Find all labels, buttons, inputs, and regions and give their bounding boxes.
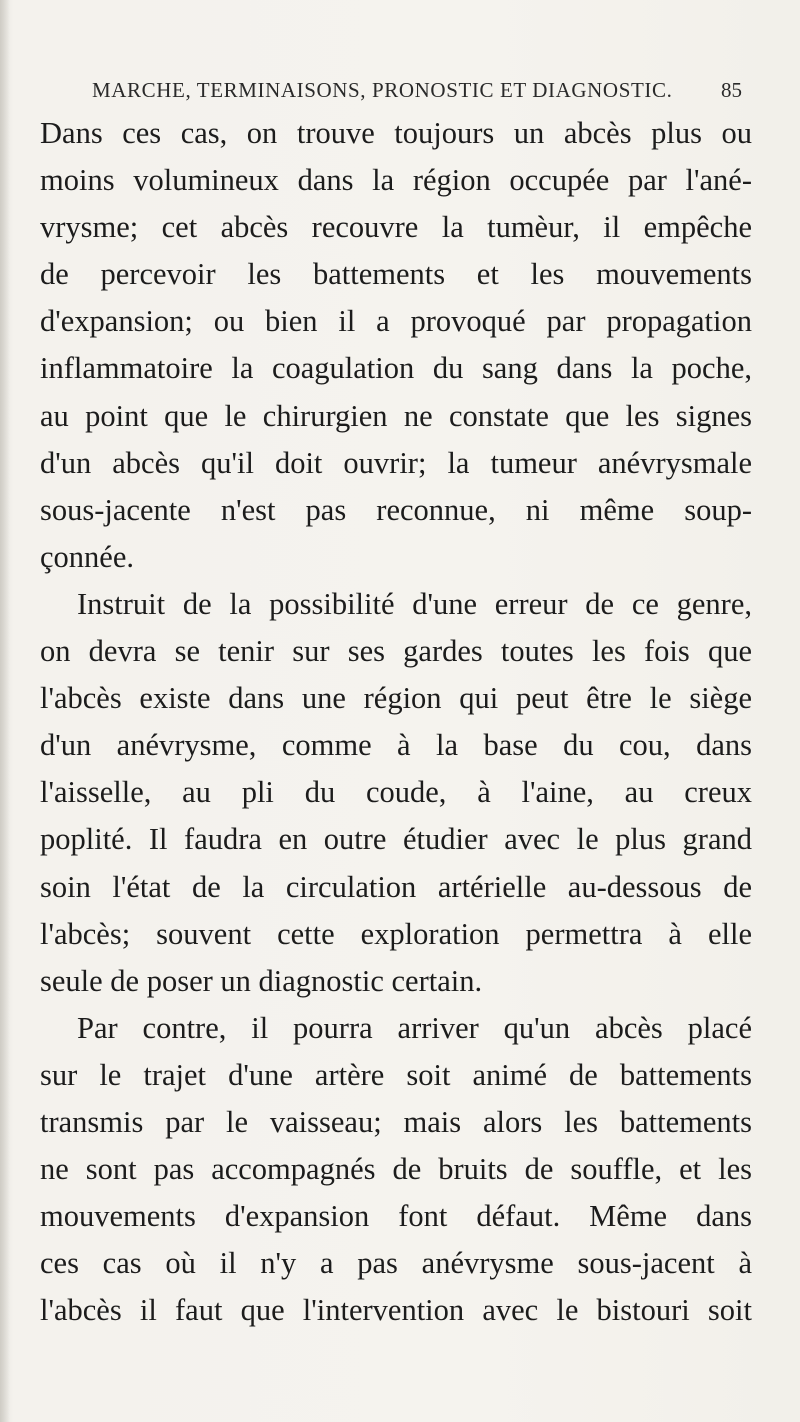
text-line: transmis par le vaisseau; mais alors les battements xyxy=(40,1104,752,1139)
text-line: Instruit de la possibilité d'une erreur de ce genre, xyxy=(77,586,752,621)
page-number: 85 xyxy=(721,78,742,102)
text-line: au point que le chirurgien ne constate que les signes xyxy=(40,398,752,433)
text-line: sur le trajet d'une artère soit animé de battements xyxy=(40,1057,752,1092)
text-line: moins volumineux dans la région occupée par l'ané- xyxy=(40,163,752,198)
text-line: seule de poser un diagnostic certain. xyxy=(40,963,483,998)
body-text xyxy=(40,110,752,1334)
running-head xyxy=(92,78,742,103)
running-head-title: MARCHE, TERMINAISONS, PRONOSTIC ET DIAGNOSTIC. xyxy=(92,78,673,102)
text-line: l'abcès existe dans une région qui peut être le siège xyxy=(40,681,752,716)
text-line: de percevoir les battements et les mouvements xyxy=(40,257,752,292)
text-line: mouvements d'expansion font défaut. Même dans xyxy=(40,1199,752,1234)
text-line: on devra se tenir sur ses gardes toutes les fois que xyxy=(40,634,752,669)
text-line: poplité. Il faudra en outre étudier avec le plus grand xyxy=(40,822,752,857)
binding-shadow xyxy=(0,0,10,1422)
text-line: d'un anévrysme, comme à la base du cou, dans xyxy=(40,728,752,763)
text-line: inflammatoire la coagulation du sang dans la poche, xyxy=(40,351,752,386)
text-line: çonnée. xyxy=(40,539,134,574)
text-line: vrysme; cet abcès recouvre la tumèur, il empêche xyxy=(40,210,752,245)
text-line: sous-jacente n'est pas reconnue, ni même soup- xyxy=(40,492,752,527)
text-line: Par contre, il pourra arriver qu'un abcès placé xyxy=(77,1010,752,1045)
text-line: ne sont pas accompagnés de bruits de souffle, et les xyxy=(40,1152,752,1187)
text-line: Dans ces cas, on trouve toujours un abcès plus ou xyxy=(40,116,752,150)
text-line: ces cas où il n'y a pas anévrysme sous-jacent à xyxy=(40,1246,752,1281)
text-line: l'aisselle, au pli du coude, à l'aine, au creux xyxy=(40,775,752,810)
text-line: d'expansion; ou bien il a provoqué par propagation xyxy=(40,304,752,339)
text-line: l'abcès il faut que l'intervention avec le bistouri soit xyxy=(40,1293,752,1328)
text-line: l'abcès; souvent cette exploration permettra à elle xyxy=(40,916,752,951)
text-line: soin l'état de la circulation artérielle au-dessous de xyxy=(40,869,752,904)
text-line: d'un abcès qu'il doit ouvrir; la tumeur anévrysmale xyxy=(40,445,752,480)
